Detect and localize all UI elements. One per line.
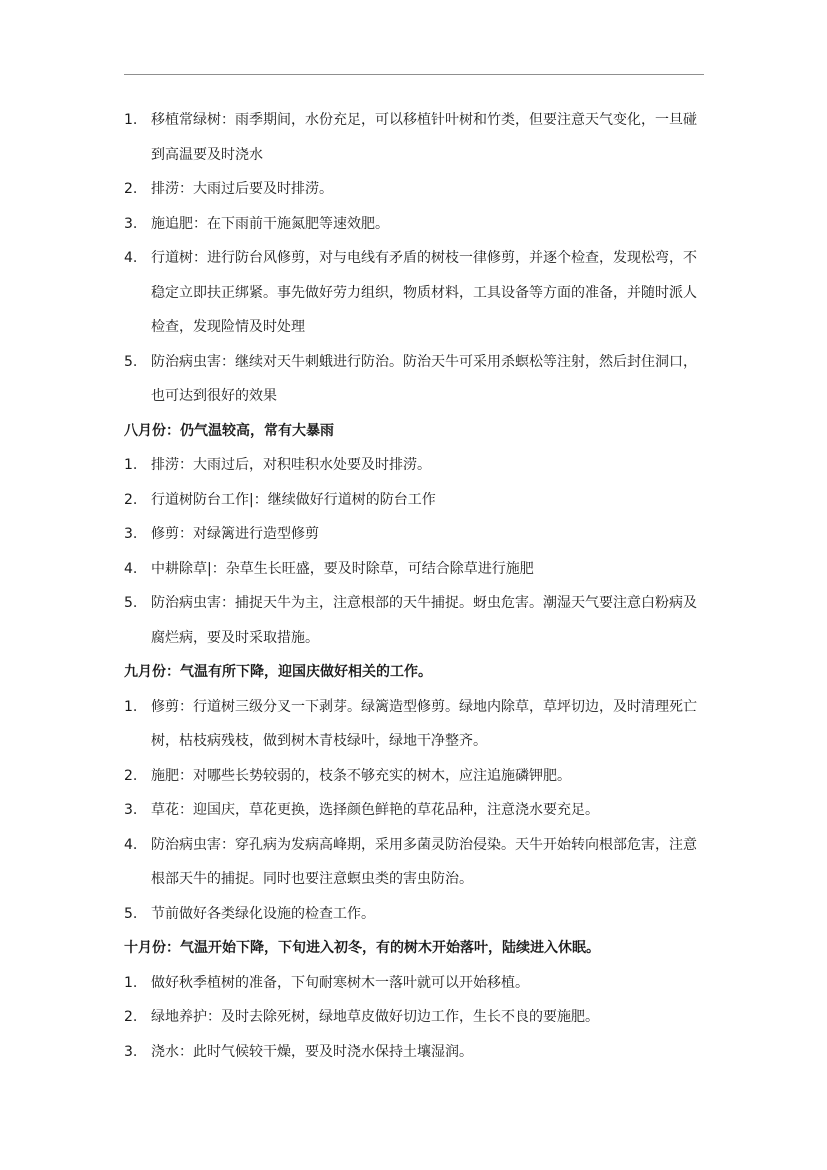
list-item — [124, 966, 704, 1001]
list-item — [124, 586, 704, 655]
list-item — [124, 517, 704, 552]
list-item-text: 节前做好各类绿化设施的检查工作。 — [151, 905, 375, 922]
list-item-text: 移植常绿树：雨季期间，水份充足，可以移植针叶树和竹类，但要注意天气变化，一旦碰到高温要及时浇水 — [151, 112, 697, 163]
list-item-text: 防治病虫害：捕捉天牛为主，注意根部的天牛捕捉。蚜虫危害。潮湿天气要注意白粉病及腐烂病，要及时采取措施。 — [151, 595, 697, 646]
list-item-number: 5. — [124, 595, 138, 611]
list-item — [124, 897, 704, 932]
list-item — [124, 172, 704, 207]
list-item — [124, 828, 704, 897]
list-item — [124, 1000, 704, 1035]
list-item-text: 中耕除草|：杂草生长旺盛，要及时除草，可结合除草进行施肥 — [151, 560, 534, 577]
list-item-number: 3. — [124, 215, 138, 232]
list-item-number: 5. — [124, 353, 138, 370]
section-heading: 九月份：气温有所下降，迎国庆做好相关的工作。 — [124, 664, 432, 680]
list-item-text: 修剪：行道树三级分叉一下剥芽。绿篱造型修剪。绿地内除草，草坪切边，及时清理死亡树，枯枝病残枝，做到树木青枝绿叶，绿地干净整齐。 — [151, 698, 697, 749]
list-item-number: 3. — [124, 802, 138, 818]
list-item-number: 4. — [124, 250, 138, 266]
list-item-number: 1. — [124, 457, 138, 473]
list-item — [124, 1035, 704, 1070]
list-item-number: 3. — [124, 1043, 138, 1060]
list-item-number: 4. — [124, 836, 138, 853]
list-item — [124, 483, 704, 518]
list-item-number: 2. — [124, 491, 138, 508]
list-item-text: 浇水：此时气候较干燥，要及时浇水保持土壤湿润。 — [151, 1043, 473, 1060]
list-item-text: 防治病虫害：继续对天牛刺蛾进行防治。防治天牛可采用杀螟松等注射，然后封住洞口，也可达到很好的效果 — [151, 353, 697, 404]
list-item — [124, 241, 704, 345]
list-item-text: 排涝：大雨过后，对积哇积水处要及时排涝。 — [151, 457, 431, 473]
header-rule — [124, 74, 704, 75]
list-item — [124, 103, 704, 172]
list-item-text: 排涝：大雨过后要及时排涝。 — [151, 181, 333, 197]
section-heading: 十月份：气温开始下降，下旬进入初冬，有的树木开始落叶，陆续进入休眠。 — [124, 940, 600, 956]
list-item-number: 1. — [124, 974, 138, 991]
list-item-text: 修剪：对绿篱进行造型修剪 — [151, 526, 319, 542]
list-item-text: 做好秋季植树的准备，下旬耐寒树木一落叶就可以开始移植。 — [151, 974, 529, 991]
list-item — [124, 793, 704, 828]
list-item — [124, 690, 704, 759]
list-item-text: 草花：迎国庆，草花更换，选择颜色鲜艳的草花品种，注意浇水要充足。 — [151, 802, 599, 818]
list-item — [124, 448, 704, 483]
list-item-text: 施肥：对哪些长势较弱的，枝条不够充实的树木，应注追施磷钾肥。 — [151, 767, 571, 784]
document-body — [124, 103, 704, 1069]
list-item-number: 5. — [124, 905, 138, 922]
list-item-number: 1. — [124, 112, 138, 128]
list-item — [124, 552, 704, 587]
list-item-text: 绿地养护：及时去除死树，绿地草皮做好切边工作，生长不良的要施肥。 — [151, 1009, 599, 1025]
section-heading: 八月份：仍气温较高，常有大暴雨 — [124, 422, 334, 439]
list-item-number: 2. — [124, 1009, 138, 1025]
list-item-number: 2. — [124, 181, 138, 197]
list-item-text: 施追肥：在下雨前干施氮肥等速效肥。 — [151, 215, 389, 232]
list-item-number: 3. — [124, 526, 138, 542]
list-item-number: 4. — [124, 560, 138, 577]
list-item — [124, 759, 704, 794]
list-item-number: 2. — [124, 767, 138, 784]
list-item-text: 防治病虫害：穿孔病为发病高峰期，采用多菌灵防治侵染。天牛开始转向根部危害，注意根部天牛的捕捉。同时也要注意螟虫类的害虫防治。 — [151, 836, 697, 887]
list-item-text: 行道树：进行防台风修剪，对与电线有矛盾的树枝一律修剪，并逐个检查，发现松弯，不稳定立即扶正绑紧。事先做好劳力组织，物质材料，工具设备等方面的准备，并随时派人检查，发现险情及时处理 — [151, 250, 697, 335]
list-item-number: 1. — [124, 698, 138, 715]
list-item — [124, 345, 704, 414]
list-item — [124, 207, 704, 242]
list-item-text: 行道树防台工作|：继续做好行道树的防台工作 — [151, 491, 436, 508]
